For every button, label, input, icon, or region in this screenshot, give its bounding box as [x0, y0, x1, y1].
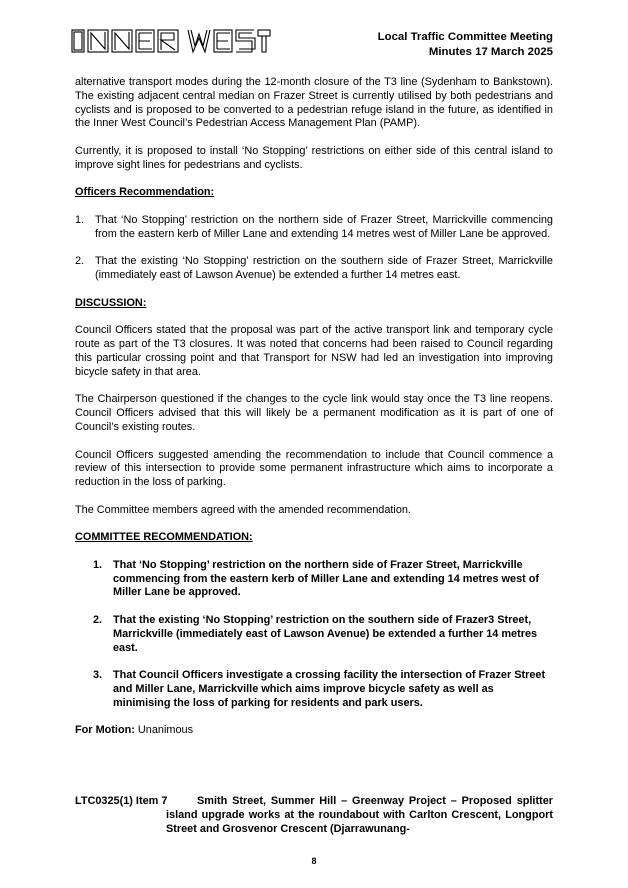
- motion-value: Unanimous: [137, 724, 194, 737]
- motion-label: For Motion:: [75, 724, 135, 737]
- list-number: 1.: [75, 213, 85, 226]
- item-code: LTC0325(1) Item 7: [75, 795, 168, 807]
- page-content: [75, 76, 553, 738]
- item-title: Smith Street, Summer Hill – Greenway Project – Proposed splitter island upgrade works at the roundabout with Carlton Crescent, Longport Street and Grosvenor Crescent (Djarrawunang-: [166, 795, 553, 836]
- meeting-title: Local Traffic Committee Meeting: [377, 31, 553, 43]
- discussion-paragraph: Council Officers suggested amending the recommendation to include that Council commence a review of this intersection to provide some permanent infrastructure which aims to incorporate a reduction in the loss of parking.: [75, 448, 553, 489]
- list-text: That ‘No Stopping’ restriction on the northern side of Frazer Street, Marrickville commencing from the eastern kerb of Miller Lane and extending 14 metres west of Miller Lane be approved.: [95, 213, 553, 240]
- list-text: That Council Officers investigate a crossing facility the intersection of Frazer Street and Miller Lane, Marrickville which aims improve bicycle safety as well as minimising the loss of parking for residents and park users.: [113, 669, 546, 709]
- list-item: [75, 214, 553, 242]
- body-paragraph-1: alternative transport modes during the 12-month closure of the T3 line (Sydenham to Bankstown). The existing adjacent central median on Frazer Street is currently utilised by both pedestrians and cyclists and is proposed to be converted to a pedestrian refuge island in the future, as identified in the Inner West Council’s Pedestrian Access Management Plan (PAMP).: [75, 76, 553, 130]
- list-item: [75, 669, 553, 710]
- discussion-paragraph: The Chairperson questioned if the changes to the cycle link would stay once the T3 line reopens. Council Officers advised that this will likely be a permanent modification as it is part of one of Council’s existing routes.: [75, 393, 553, 433]
- discussion-paragraph: Council Officers stated that the proposal was part of the active transport link and temporary cycle route as part of the T3 closures. It was noted that concerns had been raised to Council regarding this particular crossing point and that Transport for NSW had led an investigation into improving bicycle safety in that area.: [75, 324, 553, 378]
- list-text: That the existing ‘No Stopping’ restriction on the southern side of Frazer3 Street, Marrickville (immediately east of Lawson Avenue) be extended a further 14 metres east.: [113, 614, 538, 654]
- list-item: [75, 614, 553, 655]
- list-item: [75, 559, 553, 600]
- list-number: 1.: [93, 558, 103, 571]
- list-text: That ‘No Stopping’ restriction on the northern side of Frazer Street, Marrickville commencing from the eastern kerb of Miller Lane and extending 14 metres west of Miller Lane be approved.: [113, 558, 540, 599]
- list-number: 2.: [93, 614, 103, 627]
- list-text: That the existing ‘No Stopping’ restriction on the southern side of Frazer Street, Marrickville (immediately east of Lawson Avenue) be extended a further 14 metres east.: [95, 255, 553, 282]
- committee-recommendation-heading: COMMITTEE RECOMMENDATION:: [75, 531, 253, 544]
- minutes-date: Minutes 17 March 2025: [428, 46, 553, 58]
- list-item: [75, 255, 553, 283]
- discussion-heading: DISCUSSION:: [75, 296, 147, 309]
- list-number: 3.: [93, 669, 103, 682]
- page-header: [0, 0, 628, 60]
- page-number: 8: [311, 856, 317, 866]
- discussion-paragraph: The Committee members agreed with the amended recommendation.: [75, 503, 411, 516]
- officers-recommendation-list: [75, 214, 553, 283]
- body-paragraph-2: Currently, it is proposed to install ‘No Stopping’ restrictions on either side of this central island to improve sight lines for pedestrians and cyclists.: [75, 144, 553, 171]
- inner-west-logo: [71, 26, 271, 56]
- officers-recommendation-heading: Officers Recommendation:: [75, 186, 215, 199]
- motion-result: [75, 724, 553, 738]
- agenda-item-heading: [75, 794, 553, 837]
- committee-recommendation-list: [75, 559, 553, 711]
- list-number: 2.: [75, 255, 85, 268]
- meeting-info: [378, 30, 553, 60]
